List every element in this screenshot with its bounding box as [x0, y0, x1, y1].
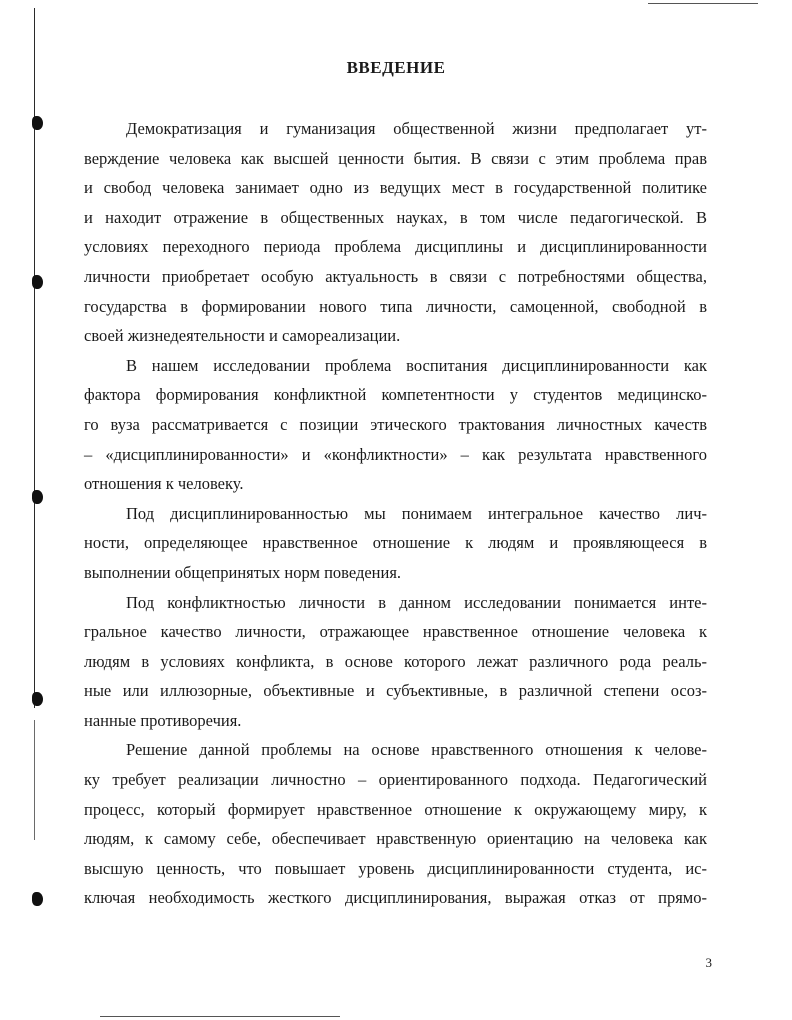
binding-hole-mark [32, 275, 43, 289]
binding-hole-mark [32, 892, 43, 906]
text-line: гральное качество личности, отражающее нравственное отношение человека к [84, 622, 707, 642]
text-line: условиях переходного периода проблема дисциплины и дисциплинированности [84, 237, 707, 257]
page-number: 3 [705, 955, 712, 970]
text-line: своей жизнедеятельности и самореализации. [84, 326, 401, 346]
text-line: – «дисциплинированности» и «конфликтности» – как результата нравственного [84, 444, 707, 464]
text-line: людям в условиях конфликта, в основе которого лежат различного рода реаль- [84, 651, 707, 671]
scan-margin-line [34, 8, 35, 708]
text-line: ключая необходимость жесткого дисциплинирования, выражая отказ от прямо- [84, 888, 707, 908]
binding-hole-mark [32, 116, 43, 130]
text-line: и находит отражение в общественных науках, в том числе педагогической. В [84, 207, 707, 227]
binding-hole-mark [32, 692, 43, 706]
scan-margin-line-lower [34, 720, 35, 840]
text-line: государства в формировании нового типа личности, самоценной, свободной в [84, 296, 707, 316]
text-line: и свобод человека занимает одно из ведущих мест в государственной политике [84, 178, 707, 198]
text-line: высшую ценность, что повышает уровень дисциплинированности студента, ис- [84, 858, 707, 878]
text-line: Решение данной проблемы на основе нравственного отношения к челове- [126, 740, 707, 760]
text-line: В нашем исследовании проблема воспитания дисциплинированности как [126, 355, 707, 375]
body-text [84, 114, 707, 913]
scan-edge-line [100, 1016, 340, 1017]
text-line: процесс, который формирует нравственное отношение к окружающему миру, к [84, 799, 707, 819]
text-line: го вуза рассматривается с позиции этического трактования личностных качеств [84, 414, 707, 434]
text-line: людям, к самому себе, обеспечивает нравственную ориентацию на человека как [84, 829, 707, 849]
text-line: выполнении общепринятых норм поведения. [84, 562, 402, 582]
text-line: ности, определяющее нравственное отношение к людям и проявляющееся в [84, 533, 707, 553]
text-line: отношения к человеку. [84, 474, 244, 494]
text-line: верждение человека как высшей ценности бытия. В связи с этим проблема прав [84, 148, 707, 168]
scan-edge-line [648, 3, 758, 4]
text-line: Под дисциплинированностью мы понимаем интегральное качество лич- [126, 503, 707, 523]
text-line: Под конфликтностью личности в данном исследовании понимается инте- [126, 592, 707, 612]
text-line: ку требует реализации личностно – ориентированного подхода. Педагогический [84, 770, 707, 790]
text-line: личности приобретает особую актуальность в связи с потребностями общества, [84, 266, 707, 286]
binding-hole-mark [32, 490, 43, 504]
text-line: фактора формирования конфликтной компетентности у студентов медицинско- [84, 385, 707, 405]
text-line: нанные противоречия. [84, 710, 242, 730]
page-title: ВВЕДЕНИЕ [346, 58, 446, 77]
text-line: Демократизация и гуманизация общественной жизни предполагает ут- [126, 119, 707, 138]
text-line: ные или иллюзорные, объективные и субъективные, в различной степени осоз- [84, 681, 707, 701]
